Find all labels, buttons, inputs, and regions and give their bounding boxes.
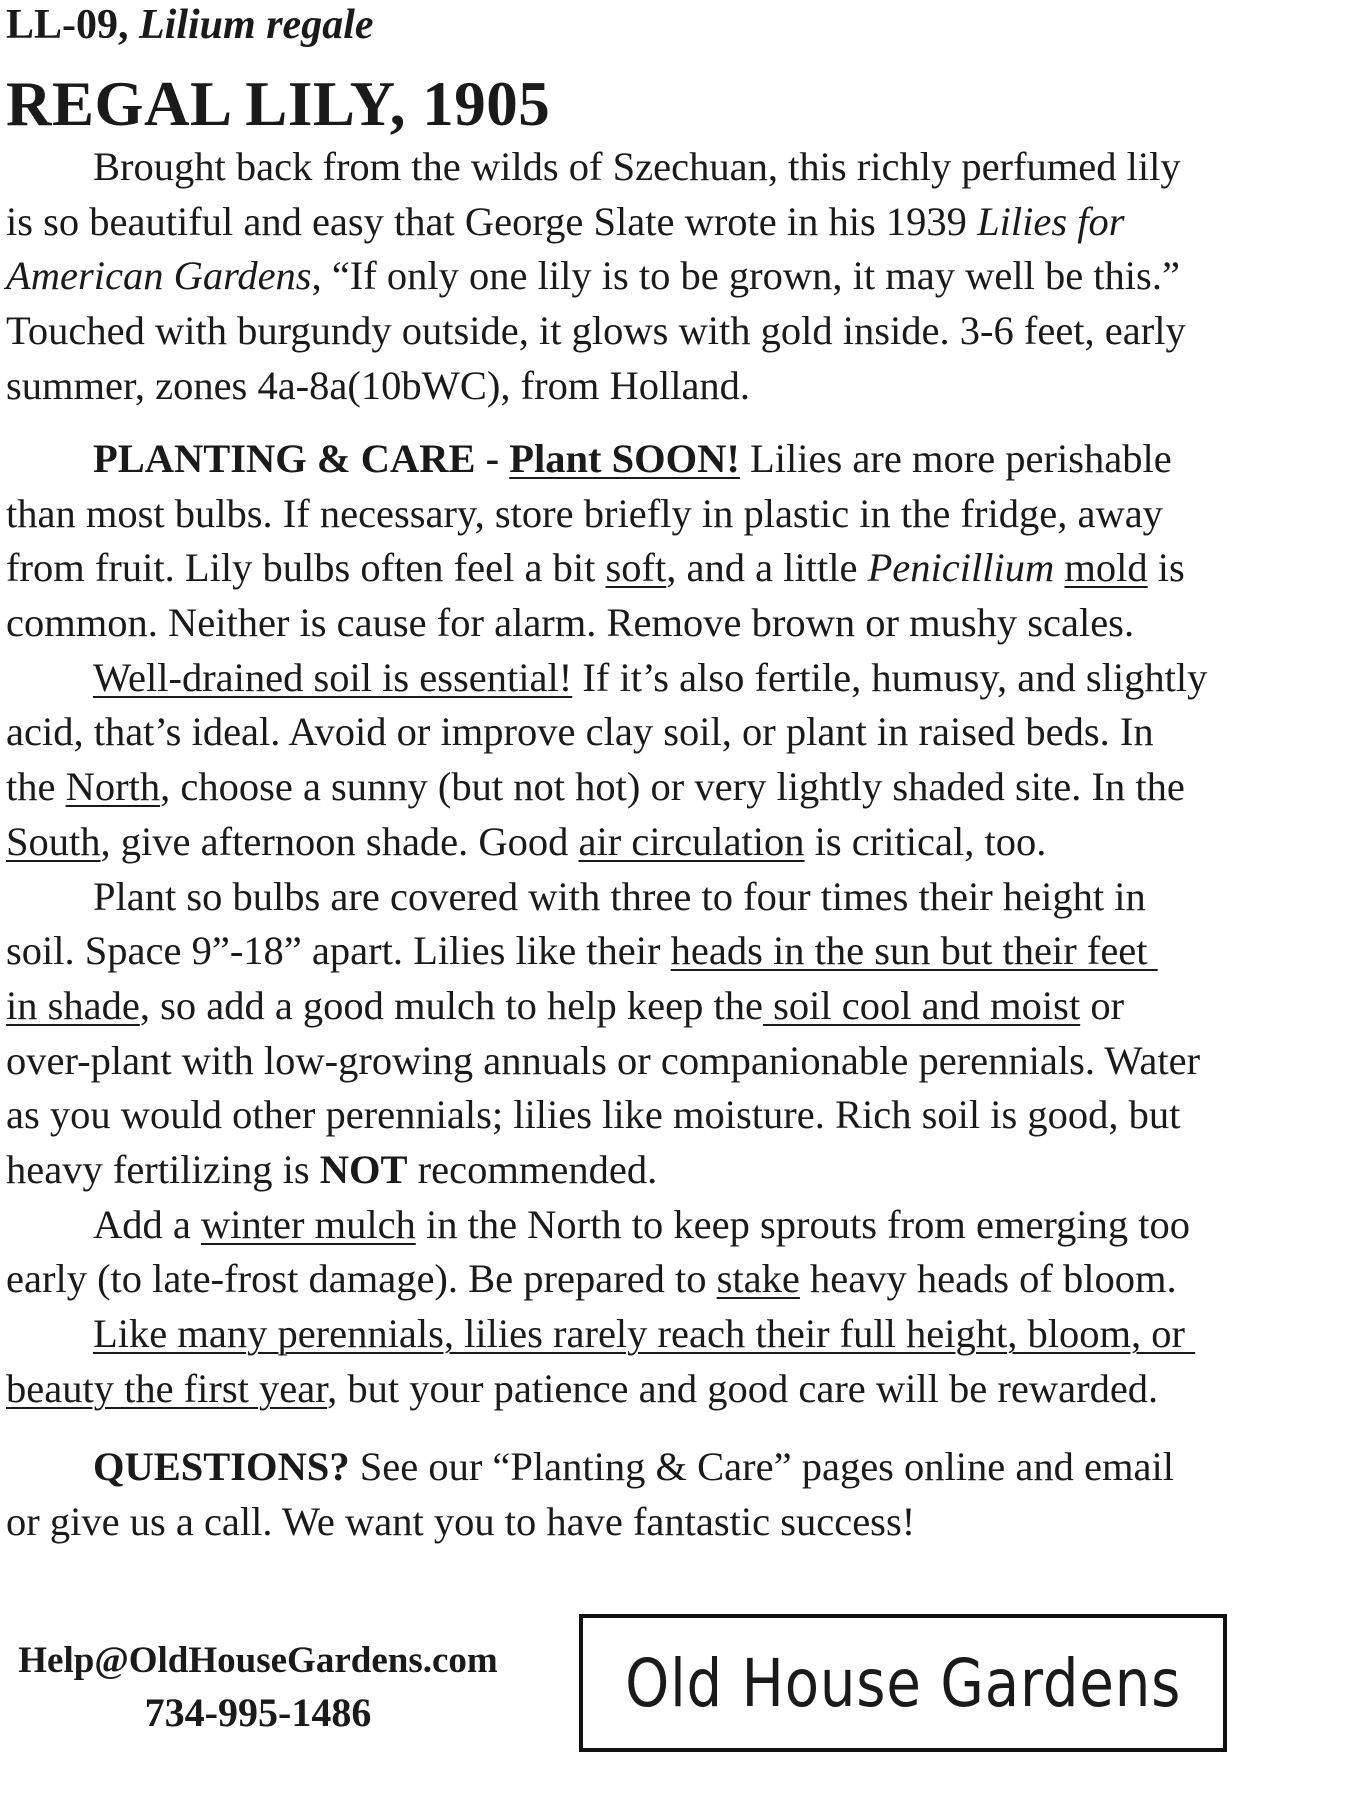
- paragraph: [6, 1440, 1346, 1549]
- text-line: [6, 1362, 1346, 1417]
- text-run: soil. Space 9”-18” apart. Lilies like their: [6, 928, 671, 974]
- paragraph: [6, 1307, 1346, 1416]
- text-line: [6, 1307, 1346, 1362]
- text-run: air circulation: [578, 818, 805, 864]
- text-line: [6, 705, 1346, 760]
- text-run: is: [1147, 545, 1185, 591]
- text-line: [6, 870, 1346, 925]
- text-run: beauty the first year: [6, 1365, 328, 1411]
- text-line: [6, 979, 1346, 1034]
- text-run: Lilies for: [977, 198, 1125, 244]
- text-line: [6, 195, 1346, 250]
- text-run: Penicillium: [867, 545, 1055, 591]
- text-line: [6, 596, 1346, 651]
- text-run: heads in the sun but their feet: [670, 928, 1158, 974]
- text-run: heavy fertilizing is: [6, 1146, 320, 1192]
- paragraph: [6, 140, 1346, 413]
- phone-number: 734-995-1486: [144, 1690, 372, 1735]
- text-line: [6, 1440, 1346, 1495]
- text-run: soft: [605, 545, 667, 591]
- text-run: Add a: [93, 1201, 201, 1247]
- text-run: , give afternoon shade. Good: [100, 818, 579, 864]
- text-line: [6, 1252, 1346, 1307]
- text-line: [6, 359, 1346, 414]
- text-line: [6, 760, 1346, 815]
- text-run: summer, zones 4a-8a(10bWC), from Holland.: [6, 362, 751, 408]
- paragraph: [6, 651, 1346, 870]
- text-run: heavy heads of bloom.: [799, 1256, 1177, 1302]
- text-run: common. Neither is cause for alarm. Remove brown or mushy scales.: [6, 600, 1135, 646]
- text-run: the: [6, 764, 66, 810]
- product-code: LL-09,: [6, 2, 129, 48]
- text-run: Lilies are more perishable: [739, 436, 1172, 482]
- text-run: over-plant with low-growing annuals or companionable perennials. Water: [6, 1037, 1201, 1083]
- description-body: [6, 140, 1346, 1550]
- text-line: [6, 304, 1346, 359]
- text-run: See our “Planting & Care” pages online and email: [349, 1444, 1174, 1490]
- contact-info: [0, 1636, 516, 1740]
- text-line: [6, 924, 1346, 979]
- text-run: , and a little: [666, 545, 868, 591]
- text-line: [6, 487, 1346, 542]
- text-run: [1054, 545, 1064, 590]
- latin-name: Lilium regale: [139, 2, 374, 48]
- text-run: early (to late-frost damage). Be prepared to: [6, 1256, 717, 1302]
- text-run: Plant SOON!: [509, 436, 740, 482]
- text-line: [6, 541, 1346, 596]
- text-run: Touched with burgundy outside, it glows with gold inside. 3-6 feet, early: [6, 308, 1186, 354]
- text-run: stake: [716, 1256, 800, 1302]
- text-line: [6, 651, 1346, 706]
- text-run: If it’s also fertile, humusy, and slightly: [572, 654, 1208, 700]
- text-run: , but your patience and good care will be rewarded.: [327, 1365, 1159, 1411]
- text-line: [6, 432, 1346, 487]
- paragraph: [6, 1198, 1346, 1307]
- paragraph: [6, 432, 1346, 651]
- product-code-line: [6, 1, 374, 49]
- text-run: acid, that’s ideal. Avoid or improve clay soil, or plant in raised beds. In: [6, 709, 1154, 755]
- page-title: REGAL LILY, 1905: [6, 69, 551, 139]
- text-run: winter mulch: [200, 1201, 416, 1247]
- text-run: or give us a call. We want you to have fantastic success!: [6, 1499, 916, 1545]
- text-run: Well-drained soil is essential!: [93, 654, 573, 700]
- logo-text: Old House Gardens: [624, 1644, 1182, 1722]
- text-run: is critical, too.: [804, 818, 1047, 864]
- text-run: QUESTIONS?: [93, 1444, 350, 1490]
- text-line: [6, 1088, 1346, 1143]
- paragraph: [6, 870, 1346, 1198]
- text-run: in the North to keep sprouts from emerging too: [415, 1201, 1191, 1247]
- text-run: American Gardens: [6, 253, 312, 299]
- text-run: soil cool and moist: [762, 982, 1081, 1028]
- text-run: Like many perennials, lilies rarely reach their full height, bloom, or: [93, 1311, 1196, 1357]
- text-line: [6, 249, 1346, 304]
- text-run: is so beautiful and easy that George Slate wrote in his 1939: [6, 198, 978, 244]
- text-run: Plant so bulbs are covered with three to four times their height in: [93, 873, 1146, 919]
- text-run: recommended.: [407, 1146, 658, 1192]
- text-run: Brought back from the wilds of Szechuan, this richly perfumed lily: [93, 144, 1181, 189]
- text-run: than most bulbs. If necessary, store briefly in plastic in the fridge, away: [6, 490, 1163, 536]
- text-line: [6, 1143, 1346, 1198]
- email-link[interactable]: Help@OldHouseGardens.com: [18, 1640, 498, 1681]
- text-line: [6, 140, 1346, 195]
- text-run: North: [65, 764, 161, 810]
- text-run: , so add a good mulch to help keep the: [139, 982, 763, 1028]
- text-line: [6, 815, 1346, 870]
- text-line: [6, 1198, 1346, 1253]
- text-run: mold: [1064, 545, 1148, 591]
- text-run: as you would other perennials; lilies like moisture. Rich soil is good, but: [6, 1092, 1181, 1138]
- text-line: [6, 1495, 1346, 1550]
- text-run: NOT: [319, 1146, 408, 1192]
- text-run: from fruit. Lily bulbs often feel a bit: [6, 545, 606, 591]
- text-line: [6, 1034, 1346, 1089]
- text-run: in shade: [6, 982, 140, 1028]
- text-run: or: [1080, 982, 1125, 1028]
- text-run: PLANTING & CARE -: [93, 436, 510, 482]
- text-run: , “If only one lily is to be grown, it may well be this.”: [311, 253, 1180, 299]
- text-run: , choose a sunny (but not hot) or very lightly shaded site. In the: [160, 764, 1185, 810]
- brand-logo: [579, 1614, 1227, 1752]
- text-run: South: [6, 818, 101, 864]
